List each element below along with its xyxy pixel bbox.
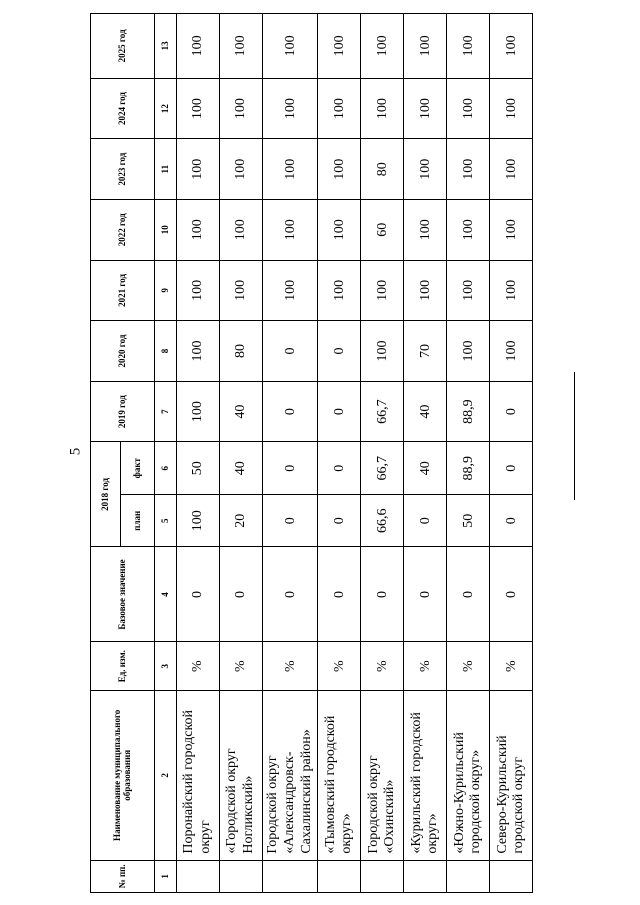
cell-y2022: 100 — [220, 199, 263, 260]
column-number: 7 — [155, 381, 177, 442]
cell-y2024: 100 — [404, 78, 447, 139]
cell-name: Городской округ «Охинский» — [361, 690, 404, 860]
col-name-header: Наименование муниципального образования — [91, 690, 155, 860]
table-row — [263, 14, 318, 893]
cell-plan: 20 — [220, 494, 263, 547]
cell-base: 0 — [447, 547, 490, 642]
col-2023-header: 2023 год — [91, 139, 155, 200]
column-number: 8 — [155, 321, 177, 382]
column-number: 9 — [155, 260, 177, 321]
cell-y2019: 0 — [318, 381, 361, 442]
cell-no — [318, 860, 361, 892]
cell-base: 0 — [177, 547, 220, 642]
cell-y2024: 100 — [490, 78, 533, 139]
cell-no — [361, 860, 404, 892]
cell-no — [404, 860, 447, 892]
page-number: 5 — [67, 447, 84, 456]
cell-y2019: 0 — [490, 381, 533, 442]
cell-y2024: 100 — [220, 78, 263, 139]
cell-y2025: 100 — [404, 14, 447, 79]
cell-y2023: 100 — [220, 139, 263, 200]
cell-base: 0 — [404, 547, 447, 642]
cell-y2024: 100 — [447, 78, 490, 139]
cell-fact: 0 — [318, 442, 361, 495]
cell-y2023: 100 — [318, 139, 361, 200]
separator-line — [574, 372, 575, 500]
cell-y2024: 100 — [318, 78, 361, 139]
cell-no — [263, 860, 318, 892]
cell-y2022: 100 — [318, 199, 361, 260]
cell-y2021: 100 — [177, 260, 220, 321]
table-row — [318, 14, 361, 893]
cell-unit: % — [318, 642, 361, 690]
cell-y2020: 70 — [404, 321, 447, 382]
cell-no — [447, 860, 490, 892]
cell-y2025: 100 — [177, 14, 220, 79]
cell-y2023: 100 — [490, 139, 533, 200]
cell-y2019: 100 — [177, 381, 220, 442]
cell-fact: 0 — [263, 442, 318, 495]
cell-no — [220, 860, 263, 892]
cell-base: 0 — [220, 547, 263, 642]
cell-no — [177, 860, 220, 892]
cell-base: 0 — [490, 547, 533, 642]
cell-y2022: 100 — [177, 199, 220, 260]
col-plan-header: план — [121, 494, 155, 547]
col-base-header: Базовое значение — [91, 547, 155, 642]
rotated-table-container — [90, 13, 527, 893]
table-row — [361, 14, 404, 893]
cell-fact: 40 — [404, 442, 447, 495]
cell-y2024: 100 — [177, 78, 220, 139]
table-row — [447, 14, 490, 893]
col-2022-header: 2022 год — [91, 199, 155, 260]
cell-y2019: 0 — [263, 381, 318, 442]
table-row — [177, 14, 220, 893]
cell-y2020: 100 — [177, 321, 220, 382]
cell-y2024: 100 — [361, 78, 404, 139]
cell-y2025: 100 — [318, 14, 361, 79]
column-number: 5 — [155, 494, 177, 547]
cell-name: «Городской округ Ногликский» — [220, 690, 263, 860]
table-row — [220, 14, 263, 893]
col-no-header: № пп. — [91, 860, 155, 892]
cell-y2023: 80 — [361, 139, 404, 200]
cell-unit: % — [404, 642, 447, 690]
cell-plan: 50 — [447, 494, 490, 547]
cell-base: 0 — [361, 547, 404, 642]
cell-y2022: 100 — [490, 199, 533, 260]
cell-y2023: 100 — [404, 139, 447, 200]
cell-y2024: 100 — [263, 78, 318, 139]
cell-y2021: 100 — [318, 260, 361, 321]
cell-base: 0 — [318, 547, 361, 642]
cell-plan: 0 — [318, 494, 361, 547]
cell-name: Северо-Курильский городской округ — [490, 690, 533, 860]
cell-no — [490, 860, 533, 892]
col-2025-header: 2025 год — [91, 14, 155, 79]
col-fact-header: факт — [121, 442, 155, 495]
cell-unit: % — [447, 642, 490, 690]
cell-y2023: 100 — [263, 139, 318, 200]
cell-unit: % — [361, 642, 404, 690]
cell-plan: 0 — [263, 494, 318, 547]
column-number: 10 — [155, 199, 177, 260]
cell-y2021: 100 — [263, 260, 318, 321]
cell-y2019: 40 — [220, 381, 263, 442]
cell-unit: % — [490, 642, 533, 690]
col-unit-header: Ед. изм. — [91, 642, 155, 690]
cell-y2020: 100 — [361, 321, 404, 382]
cell-y2025: 100 — [220, 14, 263, 79]
cell-y2020: 0 — [318, 321, 361, 382]
cell-y2019: 40 — [404, 381, 447, 442]
cell-unit: % — [263, 642, 318, 690]
col-2019-header: 2019 год — [91, 381, 155, 442]
cell-name: «Южно-Курильский городской округ» — [447, 690, 490, 860]
cell-plan: 66,6 — [361, 494, 404, 547]
column-number: 6 — [155, 442, 177, 495]
cell-fact: 0 — [490, 442, 533, 495]
cell-y2021: 100 — [220, 260, 263, 321]
cell-fact: 66,7 — [361, 442, 404, 495]
indicator-table — [90, 13, 533, 893]
table-row — [490, 14, 533, 893]
cell-name: Городской округ «Александровск-Сахалинский район» — [263, 690, 318, 860]
cell-y2021: 100 — [404, 260, 447, 321]
header-row — [91, 14, 121, 893]
column-number: 12 — [155, 78, 177, 139]
cell-y2021: 100 — [447, 260, 490, 321]
cell-y2019: 66,7 — [361, 381, 404, 442]
table-body — [177, 14, 533, 893]
cell-y2022: 100 — [404, 199, 447, 260]
col-2020-header: 2020 год — [91, 321, 155, 382]
cell-y2019: 88,9 — [447, 381, 490, 442]
cell-y2021: 100 — [361, 260, 404, 321]
column-number: 13 — [155, 14, 177, 79]
cell-plan: 0 — [404, 494, 447, 547]
cell-fact: 50 — [177, 442, 220, 495]
cell-unit: % — [177, 642, 220, 690]
cell-fact: 40 — [220, 442, 263, 495]
cell-y2025: 100 — [447, 14, 490, 79]
cell-y2020: 80 — [220, 321, 263, 382]
cell-y2023: 100 — [447, 139, 490, 200]
cell-y2022: 100 — [263, 199, 318, 260]
cell-y2020: 0 — [263, 321, 318, 382]
cell-y2023: 100 — [177, 139, 220, 200]
cell-base: 0 — [263, 547, 318, 642]
column-number: 11 — [155, 139, 177, 200]
cell-y2022: 60 — [361, 199, 404, 260]
cell-unit: % — [220, 642, 263, 690]
cell-plan: 0 — [490, 494, 533, 547]
col-2024-header: 2024 год — [91, 78, 155, 139]
cell-y2020: 100 — [490, 321, 533, 382]
cell-y2025: 100 — [263, 14, 318, 79]
cell-y2020: 100 — [447, 321, 490, 382]
col-2021-header: 2021 год — [91, 260, 155, 321]
column-number: 3 — [155, 642, 177, 690]
cell-fact: 88,9 — [447, 442, 490, 495]
cell-y2025: 100 — [490, 14, 533, 79]
column-number: 4 — [155, 547, 177, 642]
cell-plan: 100 — [177, 494, 220, 547]
column-number: 2 — [155, 690, 177, 860]
table-row — [404, 14, 447, 893]
cell-y2022: 100 — [447, 199, 490, 260]
column-numbers-row — [155, 14, 177, 893]
col-2018-header: 2018 год — [91, 442, 121, 547]
cell-name: «Тымовский городской округ» — [318, 690, 361, 860]
cell-y2021: 100 — [490, 260, 533, 321]
cell-name: «Курильский городской округ» — [404, 690, 447, 860]
column-number: 1 — [155, 860, 177, 892]
cell-name: Поронайский городской округ — [177, 690, 220, 860]
cell-y2025: 100 — [361, 14, 404, 79]
